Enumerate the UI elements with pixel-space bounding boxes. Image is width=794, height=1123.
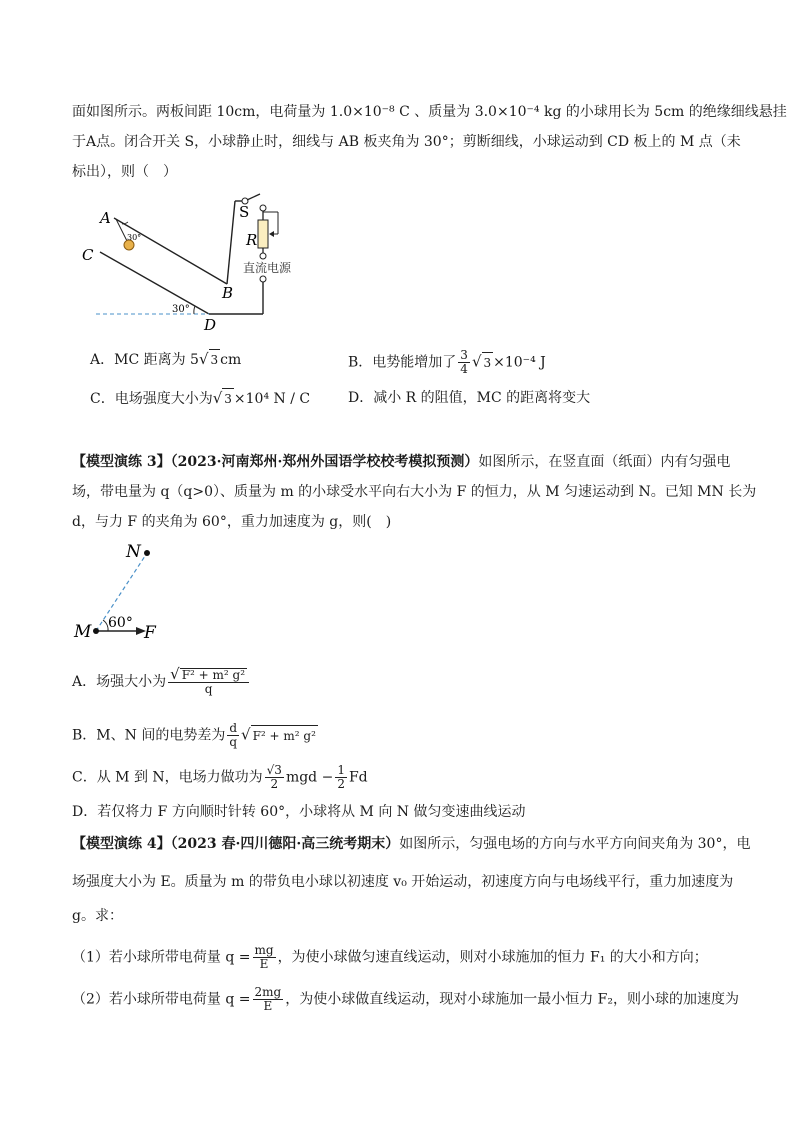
q2-line3: 标出），则（ ） (72, 164, 177, 180)
label-N: N (126, 542, 141, 562)
label-S: S (239, 203, 250, 221)
q2-option-d: D．减小 R 的阻值，MC 的距离将变大 (348, 390, 591, 406)
angle-60-label: 60° (108, 615, 133, 631)
q3-line2: 场，带电量为 q（q>0）、质量为 m 的小球受水平向右大小为 F 的恒力，从 M 匀速运动到 N。已知 MN 长为 (72, 484, 757, 500)
q3-option-b: B．M、N 间的电势差为 $\frac{d}{q}$ √ F² + m² g² (72, 721, 316, 749)
label-F: F (144, 623, 156, 643)
point-N (144, 550, 150, 556)
force-diagram (72, 540, 192, 650)
q2-option-b: B．电势能增加了 $\frac{3}{4}$ √ 3 ×10⁻⁴ J (348, 348, 546, 376)
capacitor-circuit-diagram (72, 192, 312, 337)
plate-CD (100, 252, 209, 314)
q3-option-c: C．从 M 到 N，电场力做功为 $\frac{√3}{2}$ mgd − $\frac{1}{2}$ Fd (72, 763, 368, 791)
q4-part-1: （1）若小球所带电荷量 q = $\frac{mg}{E}$ ，为使小球做匀速直线运动，则对小球施加的恒力 F₁ 的大小和方向； (72, 943, 708, 971)
q4-line3: g。求： (72, 908, 123, 924)
q3-line3: d，与力 F 的夹角为 60°，重力加速度为 g，则( ) (72, 514, 392, 530)
q4-part-2: （2）若小球所带电荷量 q = $\frac{2mg}{E}$ ，为使小球做直线运动，现对小球施加一最小恒力 F₂，则小球的加速度为 (72, 985, 739, 1013)
q3-option-d: D．若仅将力 F 方向顺时针转 60°，小球将从 M 向 N 做匀变速曲线运动 (72, 804, 526, 820)
q4-line2: 场强度大小为 E。质量为 m 的带负电小球以初速度 v₀ 开始运动，初速度方向与电场线平行，重力加速度为 (72, 874, 734, 890)
angle-top-label: 30° (127, 233, 142, 242)
q3-tag: 【模型演练 3】（2023·河南郑州·郑州外国语学校校考模拟预测） (72, 454, 479, 470)
angle-bottom-label: 30° (172, 304, 190, 315)
q2-line2: 于A点。闭合开关 S，小球静止时，细线与 AB 板夹角为 30°；剪断细线，小球运动到 CD 板上的 M 点（未 (72, 134, 741, 150)
q3-option-a: A．场强大小为 $\frac{\text{√ F² + m² g²}}{q}$ (72, 668, 251, 696)
resistor-R (258, 220, 268, 248)
plate-AB (114, 218, 227, 284)
label-B: B (222, 284, 234, 302)
q2-line1: 面如图所示。两板间距 10cm，电荷量为 1.0×10⁻⁸ C 、质量为 3.0×10⁻⁴ kg 的小球用长为 5cm 的绝缘细线悬挂 (72, 104, 787, 120)
power-source-label: 直流电源 (243, 261, 292, 275)
q4-tag: 【模型演练 4】（2023 春·四川德阳·高三统考期末） (72, 836, 400, 852)
q4-line1: 【模型演练 4】（2023 春·四川德阳·高三统考期末）如图所示，匀强电场的方向与水平方向间夹角为 30°，电 (72, 836, 751, 852)
label-C: C (82, 246, 94, 264)
label-D: D (204, 316, 217, 334)
label-A: A (100, 209, 111, 227)
q2-option-a: A．MC 距离为 5√ 3 cm (90, 350, 242, 368)
q3-line1: 【模型演练 3】（2023·河南郑州·郑州外国语学校校考模拟预测）如图所示，在竖直面（纸面）内有匀强电 (72, 454, 731, 470)
label-M: M (74, 622, 92, 642)
label-R: R (246, 231, 258, 249)
q2-option-c: C．电场强度大小为√ 3 ×10⁴ N / C (90, 389, 311, 407)
point-M (93, 628, 99, 634)
